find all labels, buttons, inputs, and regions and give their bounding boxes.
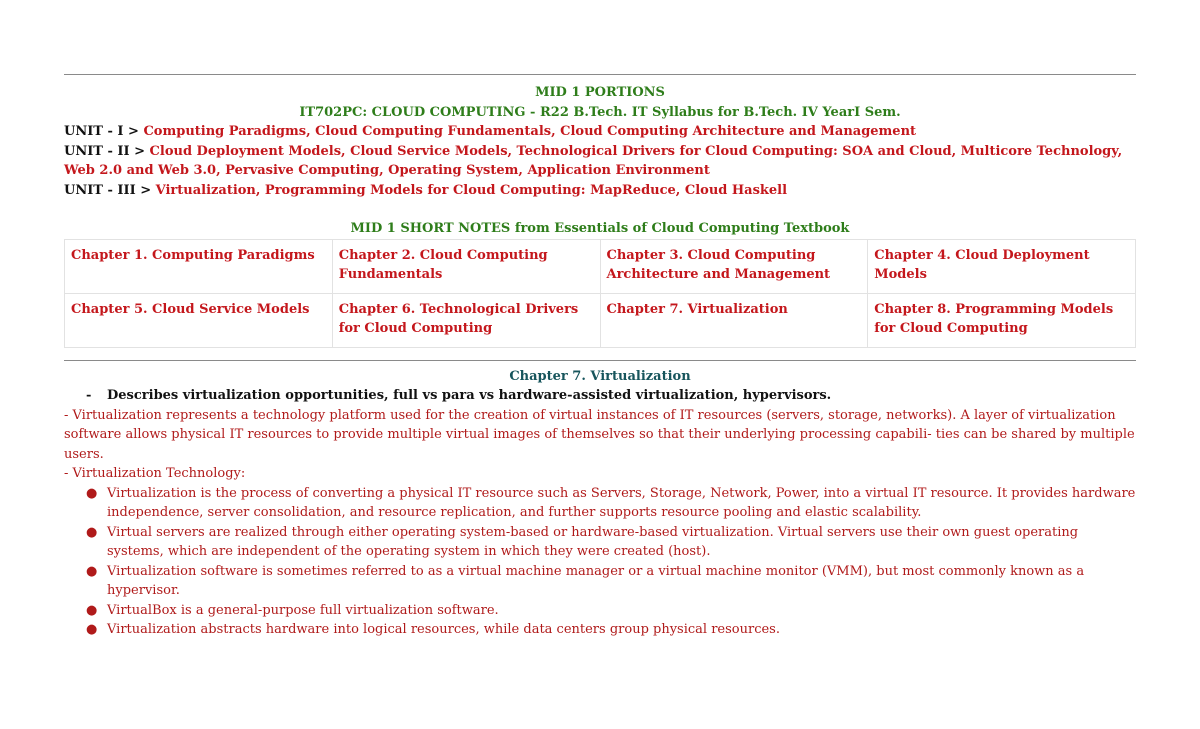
section-title: Chapter 7. Virtualization: [509, 368, 691, 384]
chapter-cell: Chapter 8. Programming Models for Cloud Computing: [868, 293, 1136, 347]
list-item-text: Virtual servers are realized through either operating system-based or hardware-based virtualization. Virtual servers use their own guest operating systems, which are independent of the operating system in which they were created (host).: [107, 524, 1079, 559]
chapter-cell: Chapter 7. Virtualization: [600, 293, 868, 347]
list-item: [64, 620, 1136, 640]
bullet-icon: ●: [86, 622, 98, 637]
section-divider: [64, 360, 1136, 361]
paragraph-intro: - Virtualization represents a technology platform used for the creation of virtual instances of IT resources (servers, storage, networks). A layer of virtualization software allows physical IT resources to provide multiple virtual images of themselves so that their underlying processing capabili- ties can be shared by multiple users.: [64, 407, 1135, 462]
list-item-text: Virtualization abstracts hardware into logical resources, while data centers group physical resources.: [107, 622, 780, 637]
unit-3-topics: Virtualization, Programming Models for Cloud Computing: MapReduce, Cloud Haskell: [155, 182, 788, 198]
dash-marker: -: [86, 388, 92, 403]
unit-2-topics: Cloud Deployment Models, Cloud Service Models, Technological Drivers for Cloud Computing: SOA and Cloud, Multicore Technology, Web 2.0 and Web 3.0, Pervasive Computing, Operating System, Application Environment: [64, 143, 1123, 178]
unit-1-topics: Computing Paradigms, Cloud Computing Fundamentals, Cloud Computing Architecture and Management: [143, 124, 917, 139]
list-item: [64, 484, 1136, 523]
bullet-icon: ●: [86, 563, 98, 579]
chapter-cell: Chapter 6. Technological Drivers for Cloud Computing: [332, 293, 600, 347]
chapter-cell: Chapter 1. Computing Paradigms: [65, 239, 333, 293]
list-item: [64, 601, 1136, 621]
chapter-cell: Chapter 5. Cloud Service Models: [65, 293, 333, 347]
list-item-text: Virtualization is the process of converting a physical IT resource such as Servers, Storage, Network, Power, into a virtual IT resource. It provides hardware independence, server consolidation, and resource replication, and further supports resource pooling and elastic scalability.: [107, 485, 1136, 520]
unit-2-label: UNIT - II >: [64, 143, 150, 159]
chapters-table: [64, 239, 1136, 348]
course-subtitle: IT702PC: CLOUD COMPUTING - R22 B.Tech. IT Syllabus for B.Tech. IV YearI Sem.: [299, 104, 901, 120]
unit-1-line: [64, 122, 1136, 142]
summary-item: [64, 386, 1136, 406]
short-notes-title: MID 1 SHORT NOTES from Essentials of Cloud Computing Textbook: [350, 221, 850, 236]
list-item-text: VirtualBox is a general-purpose full virtualization software.: [107, 602, 499, 618]
paragraph-heading: - Virtualization Technology:: [64, 466, 246, 481]
bullet-icon: ●: [86, 524, 98, 540]
unit-3-line: [64, 181, 1136, 201]
table-row: [65, 293, 1136, 347]
chapter-cell: Chapter 2. Cloud Computing Fundamentals: [332, 239, 600, 293]
bullet-icon: ●: [86, 602, 98, 618]
top-divider: [64, 74, 1136, 75]
unit-3-label: UNIT - III >: [64, 182, 156, 198]
table-row: [65, 239, 1136, 293]
list-item-text: Virtualization software is sometimes referred to as a virtual machine manager or a virtual machine monitor (VMM), but most commonly known as a hypervisor.: [107, 563, 1085, 598]
mid-portions-title: MID 1 PORTIONS: [535, 85, 665, 100]
list-item: [64, 562, 1136, 601]
bullet-list: [64, 484, 1136, 640]
chapter-cell: Chapter 4. Cloud Deployment Models: [868, 239, 1136, 293]
list-item: [64, 523, 1136, 562]
unit-1-label: UNIT - I >: [64, 124, 144, 139]
spacer: [64, 200, 1136, 219]
unit-2-line: [64, 142, 1136, 181]
chapter-cell: Chapter 3. Cloud Computing Architecture and Management: [600, 239, 868, 293]
bullet-icon: ●: [86, 485, 98, 501]
document-page: [64, 0, 1136, 640]
summary-text: Describes virtualization opportunities, full vs para vs hardware-assisted virtualization, hypervisors.: [107, 388, 832, 403]
